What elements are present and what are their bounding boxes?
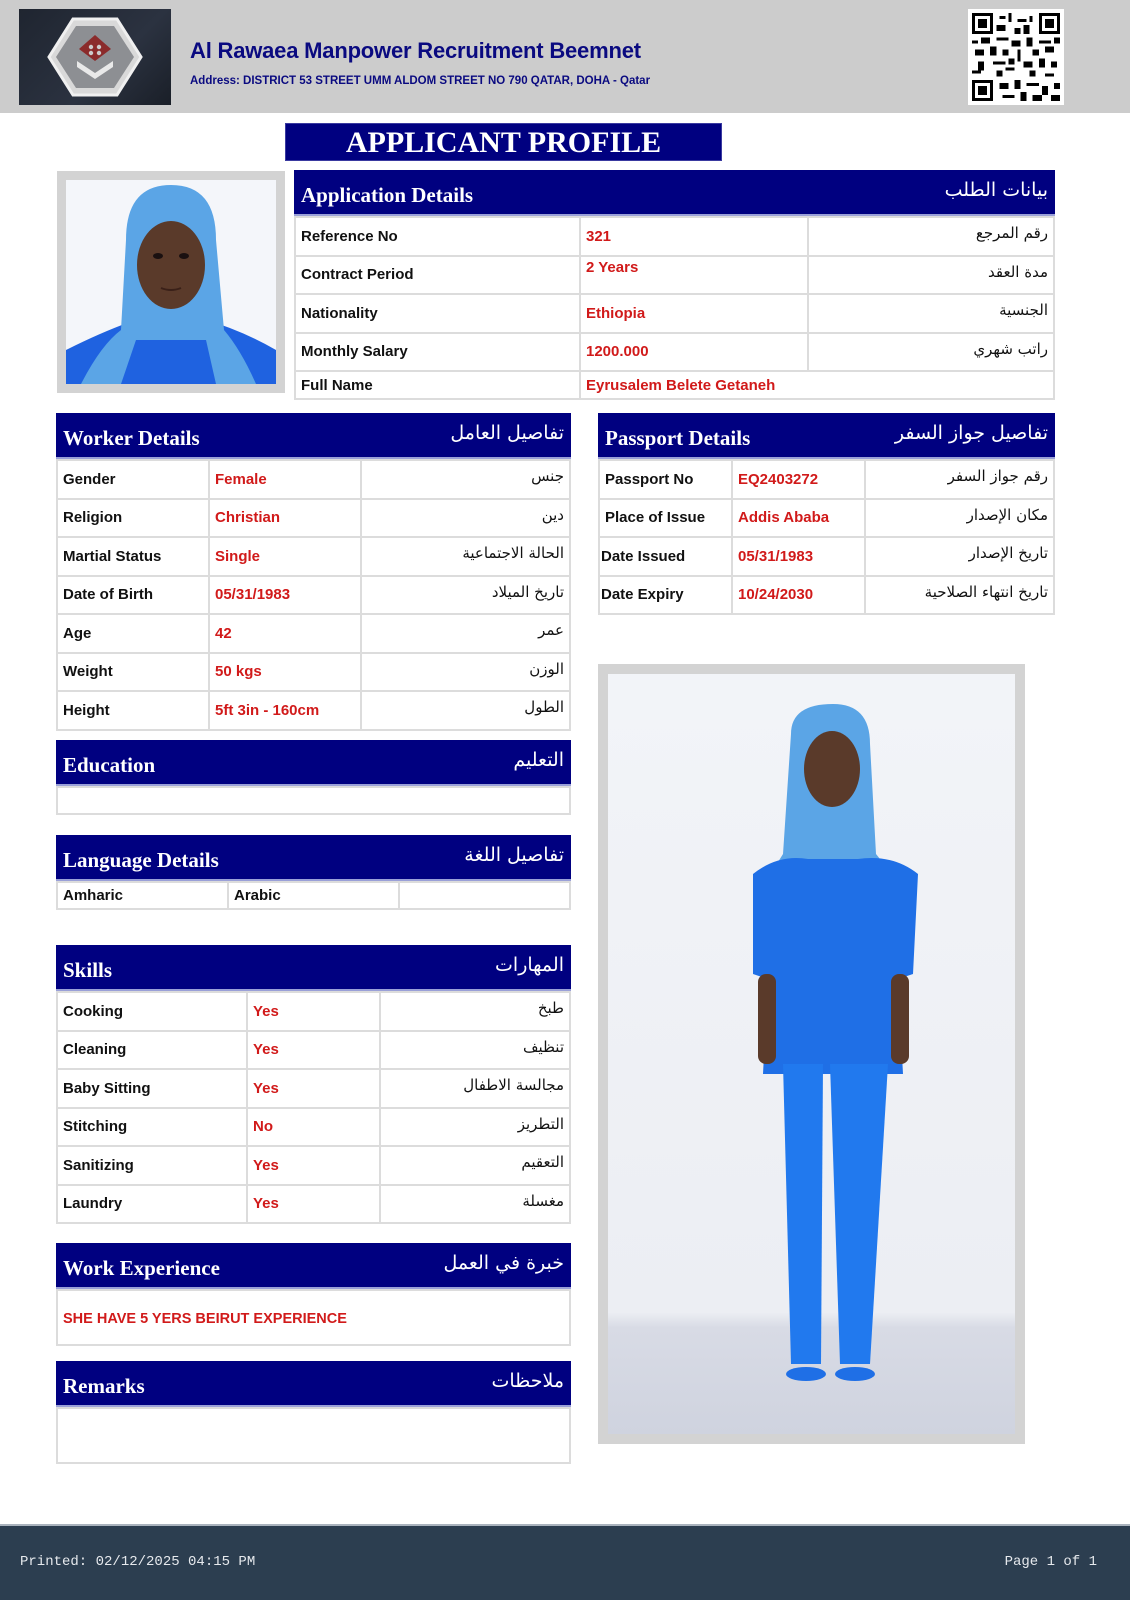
date-expiry-value: 10/24/2030 [732, 576, 865, 615]
section-header [56, 1361, 571, 1407]
section-title-ar: تفاصيل العامل [450, 422, 564, 444]
skill-laundry-label-ar: مغسلة [380, 1185, 570, 1224]
marital-status-label-ar: الحالة الاجتماعية [361, 537, 570, 576]
nationality-label-ar: الجنسية [808, 294, 1054, 333]
nationality-label: Nationality [295, 294, 580, 333]
qr-code-icon [968, 9, 1064, 105]
place-of-issue-value: Addis Ababa [732, 499, 865, 538]
skill-cooking-label: Cooking [57, 992, 247, 1031]
table-row [295, 371, 1054, 399]
application-details-table [294, 216, 1055, 400]
weight-value: 50 kgs [209, 653, 361, 692]
passport-no-value: EQ2403272 [732, 460, 865, 499]
reference-no-value: 321 [580, 217, 808, 256]
marital-status-value: Single [209, 537, 361, 576]
contract-period-value: 2 Years [580, 256, 808, 295]
date-of-birth-label: Date of Birth [57, 576, 209, 615]
section-title-ar: التعليم [513, 749, 564, 771]
date-issued-value: 05/31/1983 [732, 537, 865, 576]
skill-sanitizing-label: Sanitizing [57, 1146, 247, 1185]
section-title-ar: تفاصيل اللغة [464, 844, 564, 866]
monthly-salary-label-ar: راتب شهري [808, 333, 1054, 372]
passport-details-table [598, 459, 1055, 615]
table-row [57, 1146, 570, 1185]
application-details-section [294, 170, 1055, 400]
section-title-ar: المهارات [495, 954, 564, 976]
section-title-en: Passport Details [605, 425, 751, 450]
table-row [57, 1069, 570, 1108]
weight-label-ar: الوزن [361, 653, 570, 692]
section-title-en: Skills [63, 957, 113, 982]
work-experience-section [56, 1243, 571, 1346]
section-title-ar: ملاحظات [491, 1370, 564, 1392]
place-of-issue-label-ar: مكان الإصدار [865, 499, 1054, 538]
contract-period-label-ar: مدة العقد [808, 256, 1054, 295]
table-row [599, 499, 1054, 538]
full-name-label: Full Name [295, 371, 580, 399]
table-row [57, 1185, 570, 1224]
date-issued-label-ar: تاريخ الإصدار [865, 537, 1054, 576]
applicant-full-body-photo [598, 664, 1025, 1444]
nationality-value: Ethiopia [580, 294, 808, 333]
religion-value: Christian [209, 499, 361, 538]
age-label: Age [57, 614, 209, 653]
religion-label-ar: دين [361, 499, 570, 538]
table-row [599, 537, 1054, 576]
section-header [56, 835, 571, 881]
skill-sanitizing-label-ar: التعقيم [380, 1146, 570, 1185]
place-of-issue-label: Place of Issue [599, 499, 732, 538]
remarks-content [56, 1407, 571, 1464]
section-title-en: Language Details [63, 847, 219, 872]
table-row [295, 217, 1054, 256]
section-header [56, 1243, 571, 1289]
worker-details-section [56, 413, 571, 731]
section-title-en: Worker Details [63, 425, 200, 450]
page-number: Page 1 of 1 [1004, 1554, 1097, 1570]
section-header [56, 740, 571, 786]
gender-label: Gender [57, 460, 209, 499]
section-title-ar: تفاصيل جواز السفر [894, 422, 1048, 444]
skill-sanitizing-value: Yes [247, 1146, 380, 1185]
date-of-birth-label-ar: تاريخ الميلاد [361, 576, 570, 615]
age-label-ar: عمر [361, 614, 570, 653]
skill-baby-sitting-label: Baby Sitting [57, 1069, 247, 1108]
language-item: Arabic [228, 882, 399, 909]
skill-cooking-label-ar: طبخ [380, 992, 570, 1031]
section-title-en: Application Details [301, 182, 474, 207]
date-expiry-label: Date Expiry [599, 576, 732, 615]
marital-status-label: Martial Status [57, 537, 209, 576]
section-header [56, 945, 571, 991]
skill-stitching-value: No [247, 1108, 380, 1147]
printed-timestamp: Printed: 02/12/2025 04:15 PM [20, 1554, 256, 1570]
section-title-en: Remarks [63, 1373, 145, 1398]
language-item: Amharic [57, 882, 228, 909]
age-value: 42 [209, 614, 361, 653]
monthly-salary-value: 1200.000 [580, 333, 808, 372]
reference-no-label-ar: رقم المرجع [808, 217, 1054, 256]
contract-period-label: Contract Period [295, 256, 580, 295]
work-experience-text: SHE HAVE 5 YERS BEIRUT EXPERIENCE [56, 1289, 571, 1346]
table-row [599, 576, 1054, 615]
skill-cleaning-value: Yes [247, 1031, 380, 1070]
table-row [57, 499, 570, 538]
section-header [294, 170, 1055, 216]
skill-baby-sitting-value: Yes [247, 1069, 380, 1108]
language-details-section [56, 835, 571, 910]
remarks-section [56, 1361, 571, 1464]
reference-no-label: Reference No [295, 217, 580, 256]
monthly-salary-label: Monthly Salary [295, 333, 580, 372]
section-title-en: Education [63, 752, 156, 777]
company-address: Address: DISTRICT 53 STREET UMM ALDOM STREET NO 790 QATAR, DOHA - Qatar [190, 75, 651, 87]
table-row [295, 333, 1054, 372]
skill-baby-sitting-label-ar: مجالسة الاطفال [380, 1069, 570, 1108]
table-row [295, 256, 1054, 295]
table-row [57, 576, 570, 615]
company-name: Al Rawaea Manpower Recruitment Beemnet [190, 38, 641, 63]
full-name-value: Eyrusalem Belete Getaneh [580, 371, 1054, 399]
skill-laundry-value: Yes [247, 1185, 380, 1224]
table-row [57, 614, 570, 653]
height-label: Height [57, 691, 209, 730]
table-row [57, 882, 570, 909]
skills-table [56, 991, 571, 1224]
table-row [599, 460, 1054, 499]
table-row [57, 1031, 570, 1070]
skill-stitching-label: Stitching [57, 1108, 247, 1147]
skill-cleaning-label: Cleaning [57, 1031, 247, 1070]
date-issued-label: Date Issued [599, 537, 732, 576]
table-row [57, 653, 570, 692]
table-row [57, 992, 570, 1031]
height-label-ar: الطول [361, 691, 570, 730]
education-content [56, 786, 571, 815]
gender-value: Female [209, 460, 361, 499]
passport-no-label: Passport No [599, 460, 732, 499]
passport-details-section [598, 413, 1055, 615]
applicant-portrait-photo [57, 171, 285, 393]
table-row [57, 537, 570, 576]
table-row [295, 294, 1054, 333]
date-expiry-label-ar: تاريخ انتهاء الصلاحية [865, 576, 1054, 615]
company-logo-icon [19, 9, 171, 105]
language-table [56, 881, 571, 910]
date-of-birth-value: 05/31/1983 [209, 576, 361, 615]
page-title: APPLICANT PROFILE [285, 123, 722, 161]
skill-cleaning-label-ar: تنظيف [380, 1031, 570, 1070]
language-item [399, 882, 570, 909]
table-row [57, 691, 570, 730]
section-title-ar: خبرة في العمل [443, 1252, 564, 1274]
religion-label: Religion [57, 499, 209, 538]
gender-label-ar: جنس [361, 460, 570, 499]
table-row [57, 460, 570, 499]
page-footer [0, 1524, 1130, 1600]
page-header [0, 0, 1130, 113]
weight-label: Weight [57, 653, 209, 692]
section-header [56, 413, 571, 459]
skill-stitching-label-ar: التطريز [380, 1108, 570, 1147]
table-row [57, 1108, 570, 1147]
section-title-ar: بيانات الطلب [944, 179, 1048, 201]
section-header [598, 413, 1055, 459]
skills-section [56, 945, 571, 1224]
passport-no-label-ar: رقم جواز السفر [865, 460, 1054, 499]
height-value: 5ft 3in - 160cm [209, 691, 361, 730]
section-title-en: Work Experience [63, 1255, 220, 1280]
worker-details-table [56, 459, 571, 731]
skill-laundry-label: Laundry [57, 1185, 247, 1224]
education-section [56, 740, 571, 815]
skill-cooking-value: Yes [247, 992, 380, 1031]
